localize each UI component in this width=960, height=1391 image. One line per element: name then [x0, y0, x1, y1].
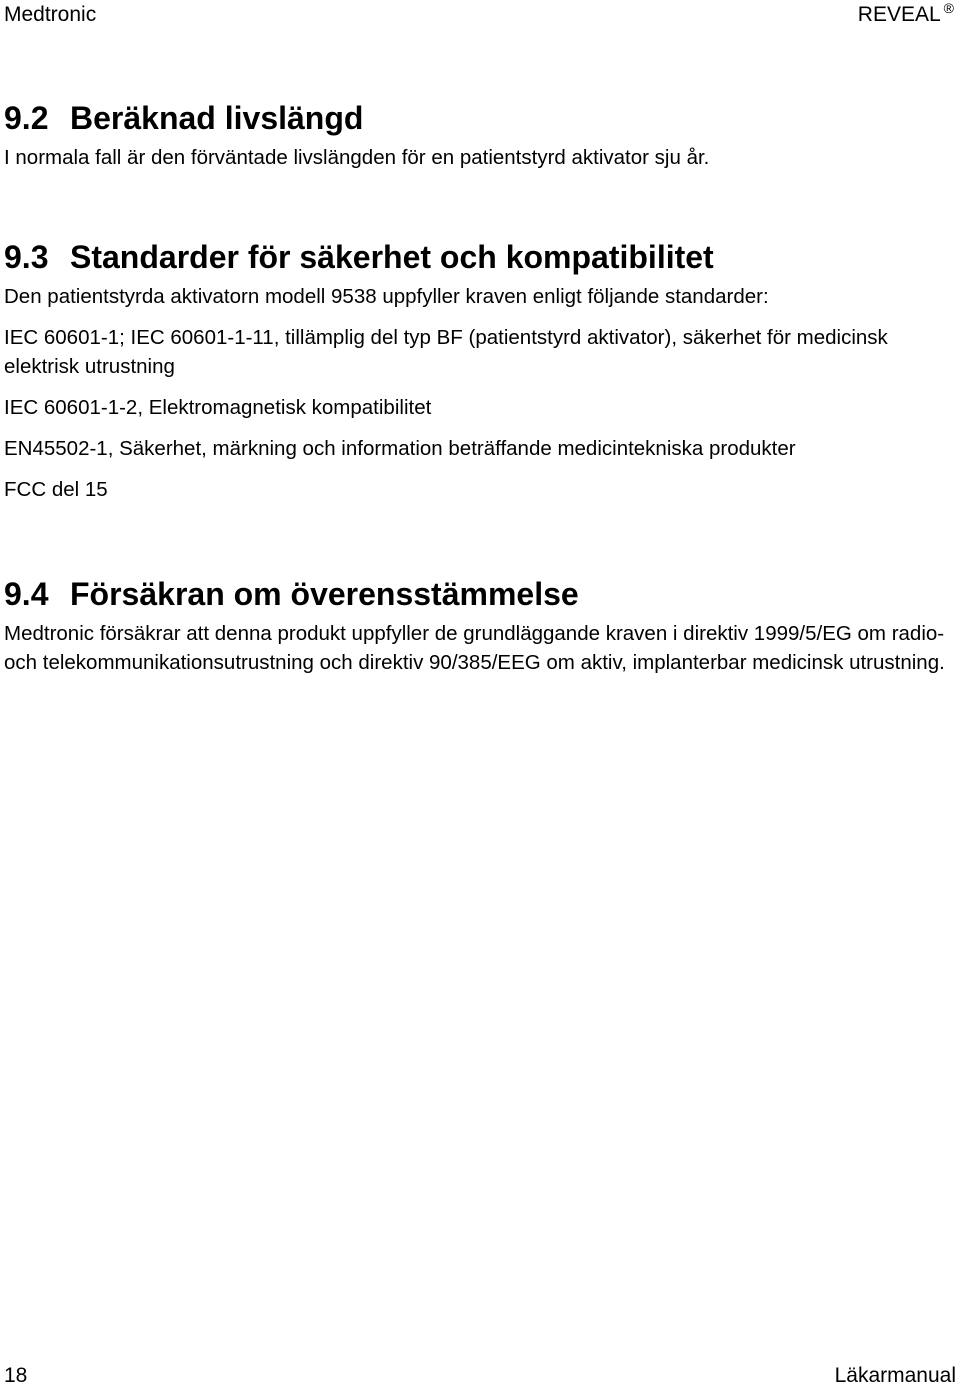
section-number: 9.2: [4, 100, 49, 136]
header-product: [858, 2, 954, 28]
standard-item: FCC del 15: [4, 478, 108, 501]
header-brand: Medtronic: [4, 3, 97, 26]
page-number: 18: [4, 1364, 28, 1387]
section-title: Försäkran om överensstämmelse: [70, 576, 579, 612]
standard-item: EN45502-1, Säkerhet, märkning och information beträffande medicintekniska produkter: [4, 437, 796, 460]
page-footer: [4, 1363, 956, 1391]
section-9-3: [4, 239, 956, 504]
section-heading: [4, 576, 956, 612]
section-body: Medtronic försäkrar att denna produkt uppfyller de grundläggande kraven i direktiv 1999/5/EG om radio- och telekommunikationsutrustning och direktiv 90/385/EEG om aktiv, implanterbar medicinsk utrustning.: [4, 622, 945, 674]
section-9-4: [4, 576, 956, 677]
section-intro: Den patientstyrda aktivatorn modell 9538 uppfyller kraven enligt följande standarder:: [4, 285, 769, 308]
section-title: Beräknad livslängd: [70, 100, 364, 136]
page-header: [4, 2, 954, 32]
section-9-2: [4, 100, 956, 172]
section-heading: [4, 239, 956, 275]
header-product-name: REVEAL: [857, 3, 941, 26]
standard-item: IEC 60601-1-2, Elektromagnetisk kompatibilitet: [4, 396, 432, 419]
section-number: 9.3: [4, 239, 49, 275]
section-heading: [4, 100, 956, 136]
section-number: 9.4: [4, 576, 49, 612]
registered-mark: ®: [943, 0, 954, 16]
manual-name: Läkarmanual: [834, 1364, 956, 1387]
standard-item: IEC 60601-1; IEC 60601-1-11, tillämplig del typ BF (patientstyrd aktivator), säkerhet för medicinsk elektrisk utrustning: [4, 326, 888, 378]
section-title: Standarder för säkerhet och kompatibilitet: [70, 239, 714, 275]
section-body: I normala fall är den förväntade livslängden för en patientstyrd aktivator sju år.: [4, 146, 710, 169]
